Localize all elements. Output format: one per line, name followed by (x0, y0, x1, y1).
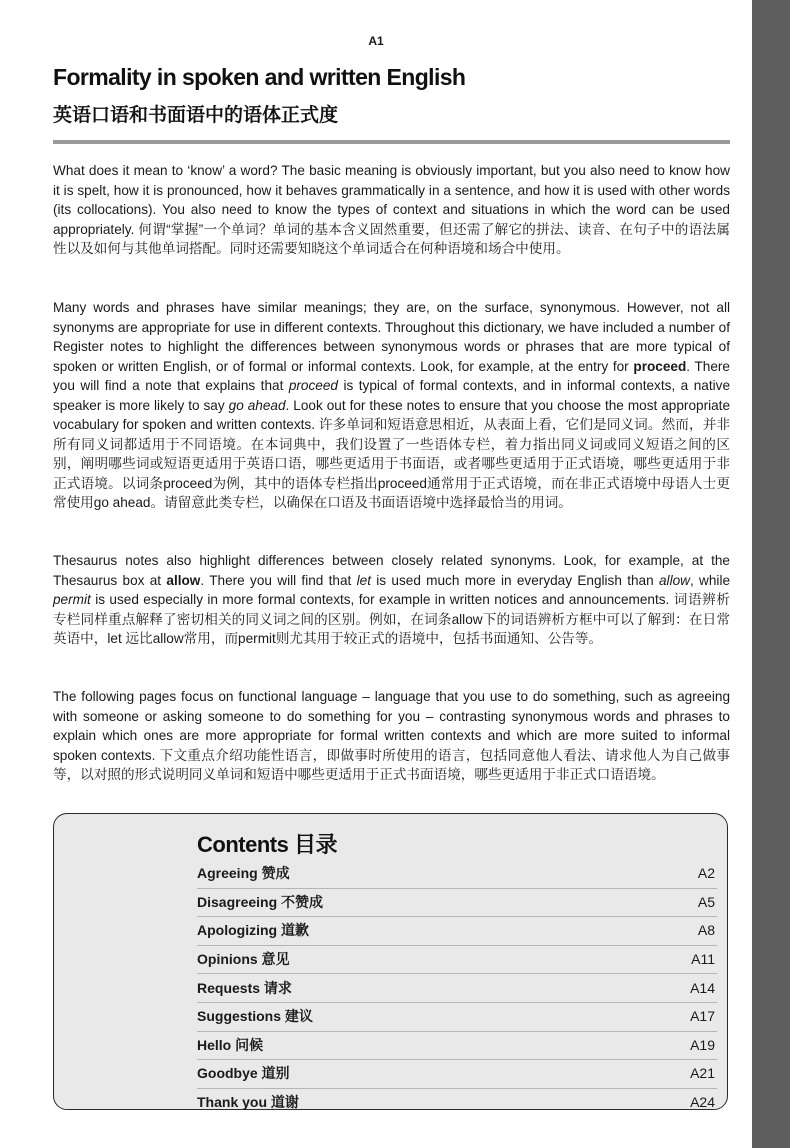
contents-item-label: Opinions 意见 (197, 951, 290, 968)
side-color-strip (752, 0, 790, 1148)
entry-word-proceed: proceed (633, 358, 687, 374)
contents-item-label: Thank you 道谢 (197, 1094, 299, 1111)
contents-item-label: Requests 请求 (197, 979, 292, 996)
contents-item-label: Goodbye 道别 (197, 1065, 290, 1082)
paragraph-text: is used much more in everyday English than (370, 572, 659, 588)
contents-item-requests[interactable] (197, 974, 717, 1003)
contents-item-label: Suggestions 建议 (197, 1008, 313, 1025)
paragraph-text: is used especially in more formal contexts, for example in written notices and announcements. 词语辨析专栏同样重点解释了密切相关的同义词之间的区别。例如，在词条allow下的词语辨析方框中可以了解到：在日常英语中，let 远比allow常用，而permit则尤其用于较正式的语境中，包括书面通知、公告等。 (53, 592, 730, 646)
paragraph-text: Thesaurus notes also highlight differences between closely related synonyms. Look, for example, at the Thesaurus box at (53, 553, 730, 588)
contents-item-hello[interactable] (197, 1032, 717, 1061)
paragraph-text: , while (689, 572, 731, 588)
contents-item-page: A24 (690, 1094, 715, 1111)
contents-item-label: Apologizing 道歉 (197, 922, 309, 939)
contents-item-label: Disagreeing 不赞成 (197, 893, 324, 910)
contents-item-page: A11 (691, 951, 715, 968)
contents-box (53, 813, 728, 1110)
contents-item-label: Agreeing 赞成 (197, 865, 290, 882)
page-number: A1 (368, 34, 384, 48)
example-word: let (356, 572, 371, 588)
register-notes-paragraph (53, 298, 730, 513)
paragraph-text: is typical of formal contexts, and in informal contexts, a native speaker is more likely to say (53, 378, 731, 413)
example-word: permit (53, 592, 91, 607)
functional-language-paragraph: The following pages focus on functional language – language that you use to do something, such as agreeing with someone or asking someone to do something for you – contrasting synonymous words and phrases to explain which ones are more appropriate for formal written contexts and which are more suited to informal spoken contexts. 下文重点介绍功能性语言，即做事时所使用的语言，包括同意他人看法、请求他人为自己做事等，以对照的形式说明同义单词和短语中哪些更适用于正式书面语境，哪些更适用于非正式口语语境。 (53, 689, 730, 782)
contents-item-disagreeing[interactable] (197, 889, 717, 918)
paragraph-text: . Look out for these notes to ensure that you choose the most appropriate vocabulary for spoken and written contexts. 许多单词和短语意思相近，从表面上看，它们是同义词。然而，并非所有同义词都适用于不同语境。在本词典中，我们设置了一些语体专栏，着力指出同义词或同义短语之间的区别，阐明哪些词或短语更适用于英语口语，哪些更适用于书面语，或者哪些更适用于正式语境，哪些更适用于非正式语境。以词条proceed为例，其中的语体专栏指出proceed通常用于正式语境，而在非正式语境中母语人士更常使用go ahead。请留意此类专栏，以确保在口语及书面语语境中选择最恰当的用词。 (53, 397, 731, 510)
contents-item-page: A19 (690, 1036, 715, 1053)
paragraph-text: . There you will find that (200, 572, 357, 588)
contents-item-goodbye[interactable] (197, 1060, 717, 1089)
example-word: allow (658, 572, 690, 588)
thesaurus-notes-paragraph (53, 551, 730, 649)
title-divider (53, 140, 730, 144)
entry-word-allow: allow (166, 572, 201, 588)
contents-item-opinions[interactable] (197, 946, 717, 975)
page-title: Formality in spoken and written English (53, 64, 466, 90)
contents-item-apologizing[interactable] (197, 917, 717, 946)
contents-item-suggestions[interactable] (197, 1003, 717, 1032)
intro-paragraph: What does it mean to ‘know’ a word? The basic meaning is obviously important, but you also need to know how it is spelt, how it is pronounced, how it behaves grammatically in a sentence, and how it is used with other words (its collocations). You also need to know the types of context and situations in which the word can be used appropriately. 何谓“掌握”一个单词？单词的基本含义固然重要，但还需了解它的拼法、读音、在句子中的语法属性以及如何与其他单词搭配。同时还需要知晓这个单词适合在何种语境和场合中使用。 (53, 163, 730, 256)
contents-item-page: A17 (690, 1008, 715, 1025)
page-subtitle-chinese: 英语口语和书面语中的语体正式度 (53, 105, 339, 126)
paragraph-text: . There you will find a note that explains that (53, 358, 730, 393)
contents-item-page: A21 (690, 1065, 715, 1082)
contents-item-page: A2 (697, 865, 715, 882)
example-word: go ahead (228, 397, 286, 413)
contents-title: Contents 目录 (197, 832, 337, 857)
contents-item-page: A5 (697, 893, 715, 910)
contents-item-agreeing[interactable] (197, 860, 717, 889)
contents-item-label: Hello 问候 (197, 1036, 264, 1053)
example-word: proceed (288, 378, 338, 393)
paragraph-text: Many words and phrases have similar meanings; they are, on the surface, synonymous. However, not all synonyms are appropriate for use in different contexts. Throughout this dictionary, we have included a number of Register notes to highlight the differences between synonymous words or phrases that are more typical of spoken or written English, or of formal or informal contexts. Look, for example, at the entry for (53, 300, 730, 374)
contents-item-thank-you[interactable] (197, 1089, 717, 1117)
contents-item-page: A8 (697, 922, 715, 939)
contents-item-page: A14 (690, 979, 715, 996)
contents-list (197, 860, 717, 1116)
